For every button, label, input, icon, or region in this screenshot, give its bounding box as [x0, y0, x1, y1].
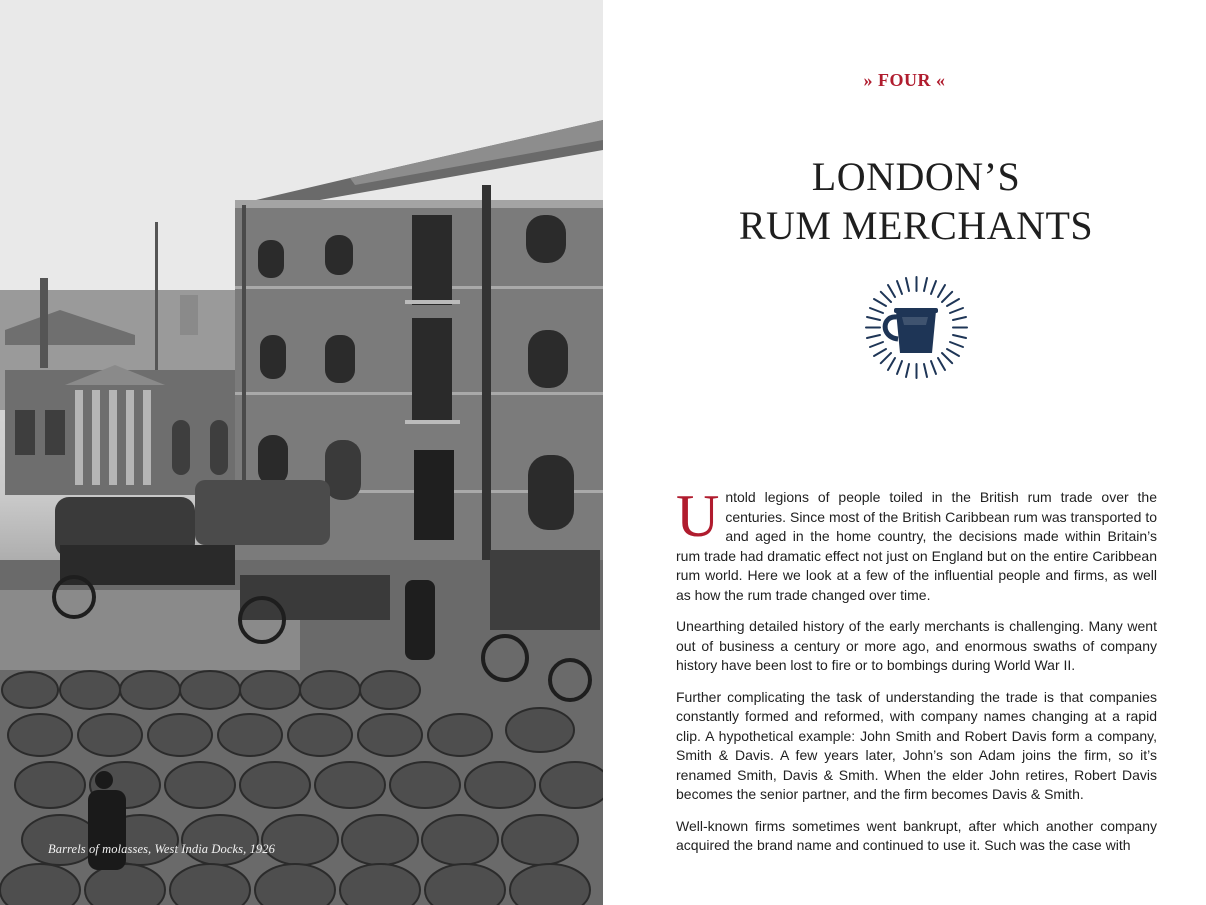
drop-cap: U	[676, 483, 720, 549]
chapter-title-line2: RUM MERCHANTS	[738, 203, 1094, 248]
body-text	[676, 483, 1157, 868]
paragraph-4: Well-known firms sometimes went bankrupt, after which another company acquired the brand name and continued to use it. Such was the case with	[676, 817, 1157, 853]
chapter-title-line1: LONDON’S	[811, 154, 1021, 199]
paragraph-2: Unearthing detailed history of the early merchants is challenging. Many went out of business a century or more ago, and enormous swaths of company history have been lost to fire or to bombings during World War II.	[676, 618, 1157, 673]
mug-sunburst-icon	[864, 275, 969, 380]
paragraph-1	[676, 483, 1157, 605]
photo-caption: Barrels of molasses, West India Docks, 1926	[48, 842, 275, 856]
paragraph-1-text: ntold legions of people toiled in the British rum trade over the centuries. Since most of the British Caribbean rum was transported to and aged in the home country, the decisions made within Britain’s rum trade had dramatic effect not just on England but on the entire Caribbean rum world. Here we look at a few of the influential people and firms, as well as how the rum trade changed over time.	[676, 489, 1157, 603]
chapter-title	[603, 152, 1206, 250]
chapter-number: » FOUR «	[863, 70, 946, 90]
paragraph-3: Further complicating the task of understanding the trade is that companies constantly formed and reformed, with company names changing at a rapid clip. A hypothetical example: John Smith and Robert Davis form a company, Smith & Davis. A few years later, John’s son Adam joins the firm, so it’s renamed Smith, Davis & Smith. When the elder John retires, Robert Davis becomes the senior partner, and the firm becomes Davis & Smith.	[676, 688, 1157, 802]
